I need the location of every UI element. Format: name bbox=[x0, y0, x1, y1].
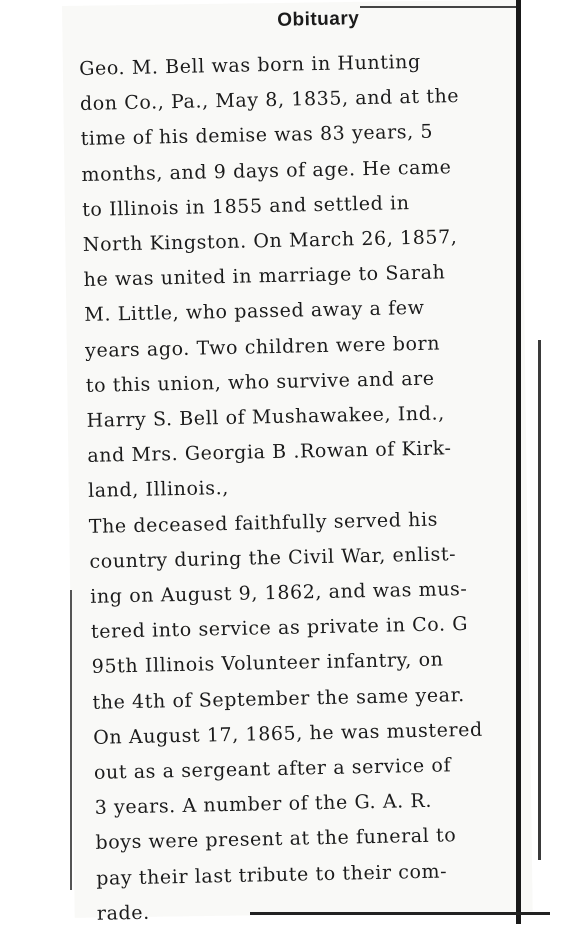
article-line: the 4th of September the same year. bbox=[92, 683, 466, 714]
article-line: On August 17, 1865, he was mustered bbox=[93, 718, 483, 749]
article-line: 3 years. A number of the G. A. R. bbox=[94, 790, 433, 820]
article-line: rade. bbox=[96, 901, 151, 925]
article-paragraph-2 bbox=[88, 500, 537, 932]
article-line: land, Illinois., bbox=[87, 477, 230, 503]
article-line: M. Little, who passed away a few bbox=[84, 297, 425, 327]
article-line: years ago. Two children were born bbox=[84, 332, 441, 362]
clipping-edge-left bbox=[70, 590, 72, 890]
article-line: 95th Illinois Volunteer infantry, on bbox=[91, 648, 444, 679]
article-paragraph-1 bbox=[79, 43, 528, 510]
article-line: don Co., Pa., May 8, 1835, and at the bbox=[79, 85, 460, 116]
obituary-article bbox=[78, 1, 537, 932]
article-title: Obituary bbox=[276, 8, 360, 31]
article-line: Harry S. Bell of Mushawakee, Ind., bbox=[86, 402, 445, 432]
article-line: pay their last tribute to their com- bbox=[95, 860, 448, 890]
article-line: The deceased faithfully served his bbox=[88, 508, 439, 538]
article-line: months, and 9 days of age. He came bbox=[81, 155, 452, 186]
article-line: time of his demise was 83 years, 5 bbox=[80, 120, 434, 151]
article-line: ing on August 9, 1862, and was mus- bbox=[90, 578, 468, 608]
clipping-edge-right-inner bbox=[538, 340, 541, 860]
article-line: to this union, who survive and are bbox=[85, 367, 435, 397]
article-line: country during the Civil War, enlist- bbox=[89, 543, 457, 573]
article-line: Geo. M. Bell was born in Hunting bbox=[79, 50, 421, 80]
article-line: North Kingston. On March 26, 1857, bbox=[82, 226, 458, 256]
article-line: to Illinois in 1855 and settled in bbox=[81, 191, 410, 221]
article-line: and Mrs. Georgia B .Rowan of Kirk- bbox=[87, 437, 452, 468]
article-line: tered into service as private in Co. G bbox=[90, 613, 469, 644]
article-line: out as a sergeant after a service of bbox=[93, 754, 452, 784]
article-line: he was united in marriage to Sarah bbox=[83, 261, 446, 292]
article-line: boys were present at the funeral to bbox=[95, 824, 457, 855]
